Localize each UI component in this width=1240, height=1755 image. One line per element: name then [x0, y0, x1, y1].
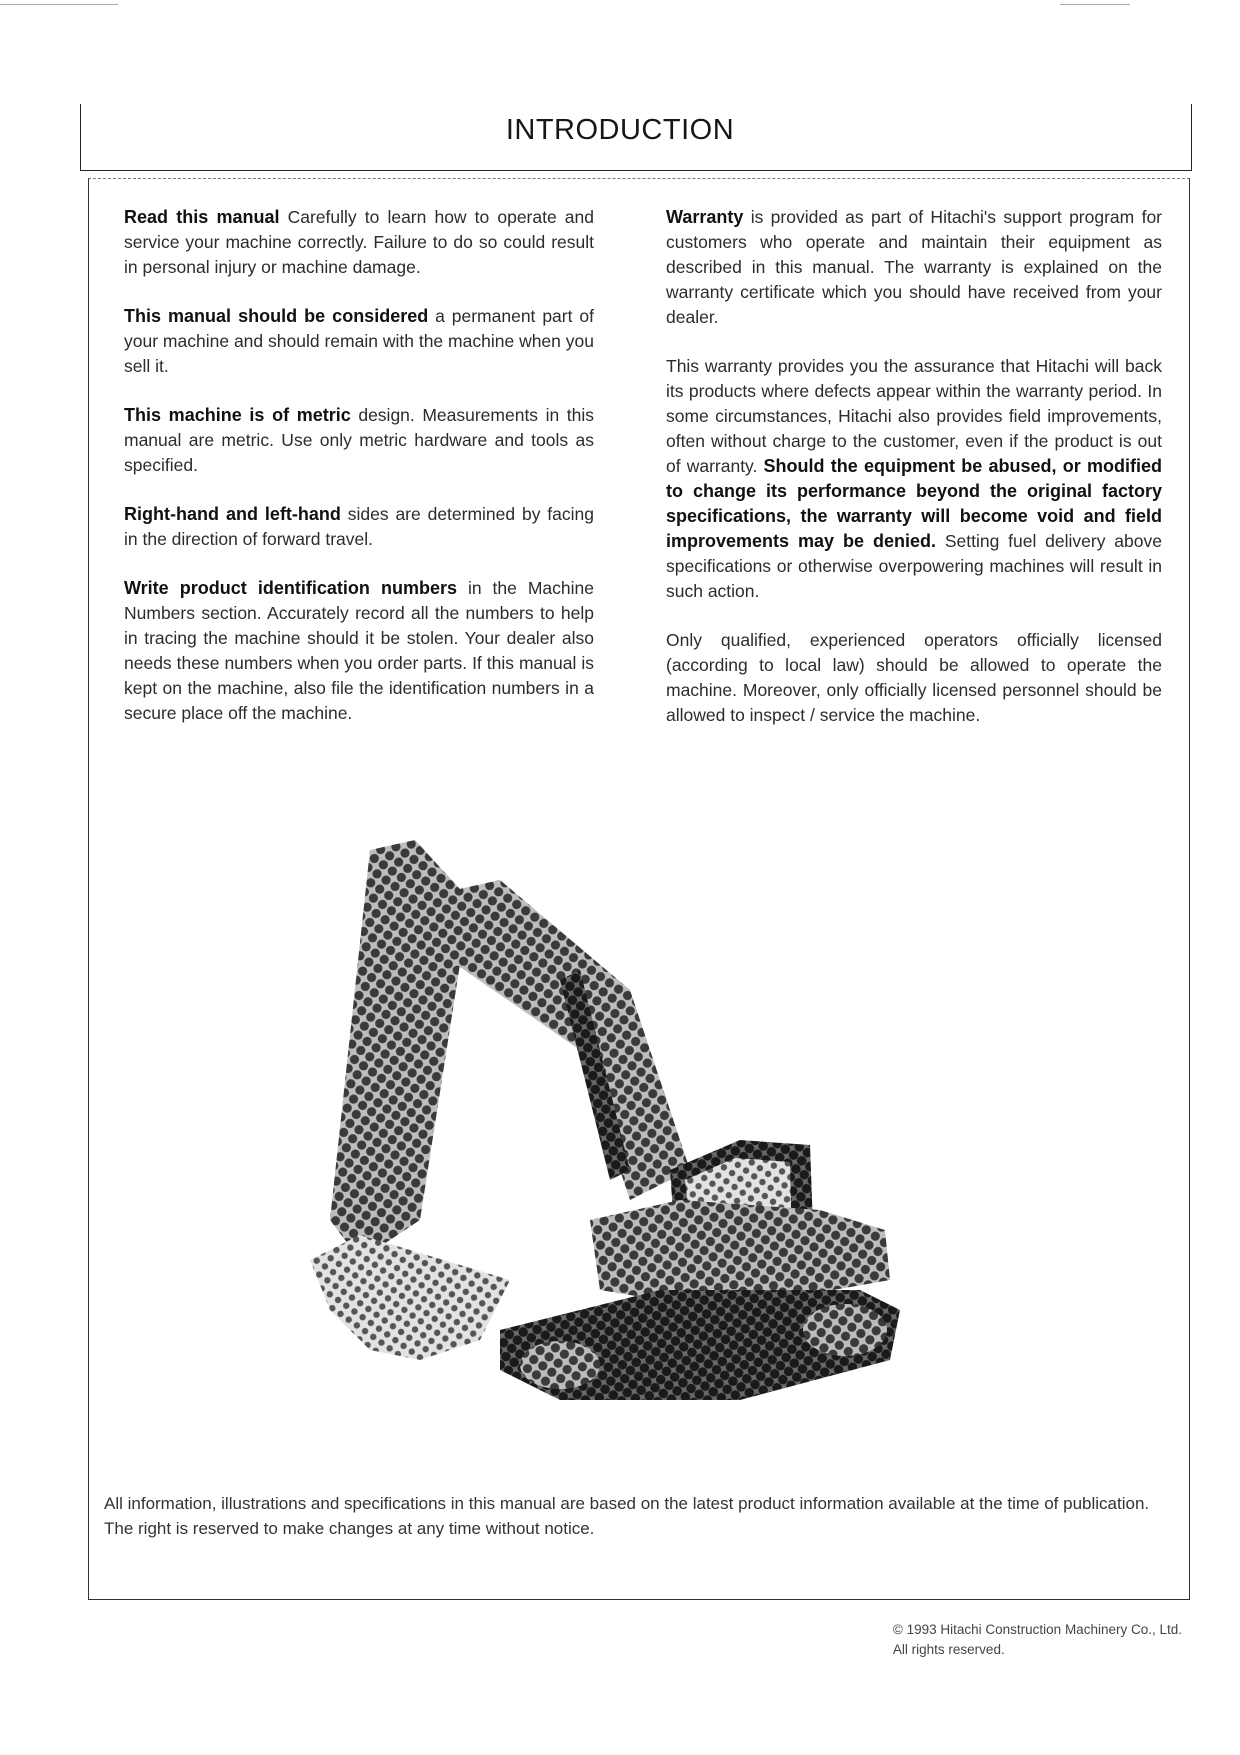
paragraph-qualified-operators [666, 628, 1162, 728]
lead-text: This manual should be considered [124, 306, 429, 326]
lead-text: Warranty [666, 207, 744, 227]
warning-text: Should the equipment be abused, or modified to change its performance beyond the original factory specifications, the warranty will become void and field improvements may be denied. [666, 456, 1162, 551]
bucket-shape [310, 1235, 510, 1360]
scan-edge-mark [1060, 4, 1130, 5]
paragraph-sides [124, 502, 594, 552]
body-text: is provided as part of Hitachi's support program for customers who operate and maintain their equipment as described in this manual. The warranty is explained on the warranty certificate which you should have received from your dealer. [666, 207, 1162, 327]
paragraph-read-manual [124, 205, 594, 280]
lead-text: Right-hand and left-hand [124, 504, 341, 524]
right-column [666, 205, 1162, 752]
idler-wheel-shape [520, 1341, 600, 1389]
left-column [124, 205, 594, 750]
body-text: Carefully to learn how to operate and service your machine correctly. Failure to do so could result in personal injury or machine damage. [124, 207, 594, 277]
rights-reserved-line: All rights reserved. [892, 1642, 1005, 1657]
lead-text: Read this manual [124, 207, 280, 227]
body-text: design. Measurements in this manual are metric. Use only metric hardware and tools as specified. [124, 405, 594, 475]
scan-edge-mark [0, 4, 118, 5]
paragraph-warranty [666, 205, 1162, 330]
copyright-line: © 1993 Hitachi Construction Machinery Co., Ltd. [892, 1622, 1182, 1637]
page-title: INTRODUCTION [505, 114, 735, 146]
sprocket-shape [803, 1304, 887, 1356]
body-text: Setting fuel delivery above specifications or otherwise overpowering machines will result in such action. [666, 531, 1162, 601]
copyright-block [893, 1620, 1182, 1660]
disclaimer-note: All information, illustrations and specifications in this manual are based on the latest product information available at the time of publication. The right is reserved to make changes at any time without notice. [104, 1494, 1150, 1538]
paragraph-permanent-part [124, 304, 594, 379]
body-text: This warranty provides you the assurance that Hitachi will back its products where defects appear within the warranty period. In some circumstances, Hitachi also provides field improvements, often without charge to the customer, even if the product is out of warranty. [666, 356, 1162, 476]
boom-shape [410, 880, 690, 1200]
body-text: Only qualified, experienced operators officially licensed (according to local law) should be allowed to operate the machine. Moreover, only officially licensed personnel should be allowed to inspect / service the machine. [666, 630, 1162, 725]
lead-text: Write product identification numbers [124, 578, 457, 598]
paragraph-metric-design [124, 403, 594, 478]
paragraph-warranty-assurance [666, 354, 1162, 604]
excavator-illustration-icon [300, 840, 980, 1440]
body-text: a permanent part of your machine and should remain with the machine when you sell it. [124, 306, 594, 376]
body-text: in the Machine Numbers section. Accurately record all the numbers to help in tracing the machine should it be stolen. Your dealer also needs these numbers when you order parts. If this manual is kept on the machine, also file the identification numbers in a secure place off the machine. [124, 578, 594, 723]
paragraph-identification-numbers [124, 576, 594, 726]
body-text: sides are determined by facing in the direction of forward travel. [124, 504, 594, 549]
lead-text: This machine is of metric [124, 405, 351, 425]
